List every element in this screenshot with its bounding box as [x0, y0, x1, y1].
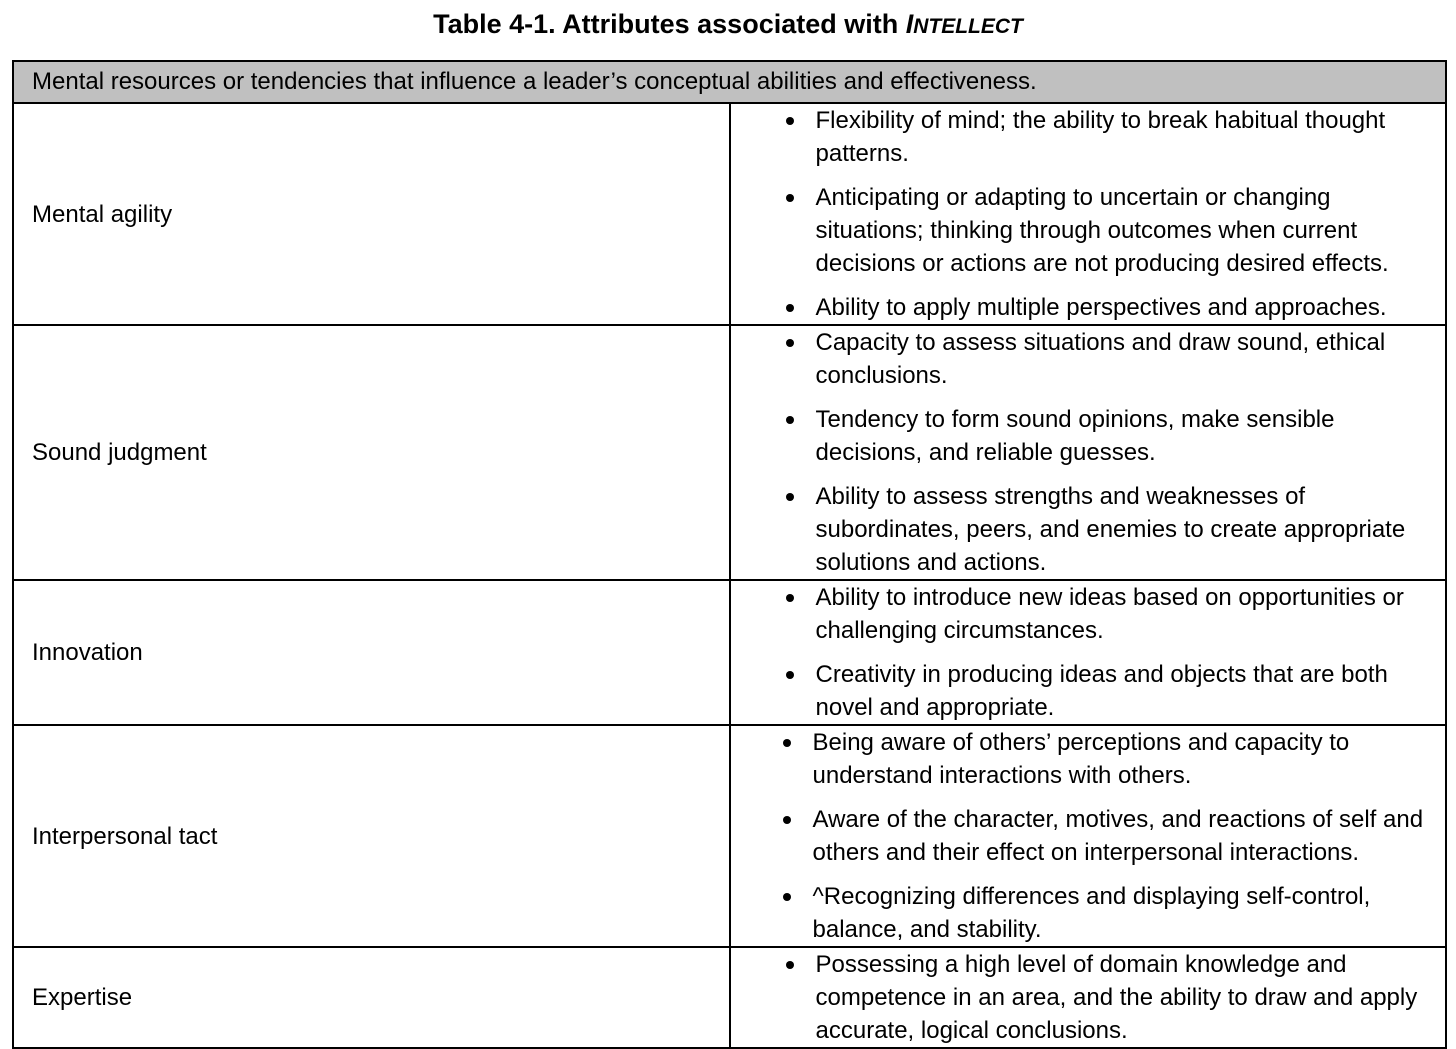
bullet-icon	[783, 816, 791, 824]
bullet-icon	[786, 416, 794, 424]
attribute-description	[730, 325, 1447, 580]
bullet-text: ^Recognizing differences and displaying self-control, balance, and stability.	[812, 883, 1371, 943]
attribute-name: Interpersonal tact	[13, 725, 730, 947]
bullet-item	[731, 291, 1446, 324]
bullet-text: Creativity in producing ideas and objects that are both novel and appropriate.	[815, 661, 1388, 721]
table-title-emphasis-initial: I	[905, 9, 914, 39]
table-row	[13, 580, 1446, 725]
bullet-item	[731, 181, 1446, 280]
attributes-table	[12, 60, 1447, 1049]
bullet-text: Ability to apply multiple perspectives and approaches.	[815, 294, 1387, 321]
bullet-text: Tendency to form sound opinions, make sensible decisions, and reliable guesses.	[815, 406, 1335, 466]
bullet-icon	[786, 339, 794, 347]
bullet-icon	[786, 671, 794, 679]
attribute-description	[730, 947, 1447, 1048]
bullet-text: Aware of the character, motives, and reactions of self and others and their effect on interpersonal interactions.	[812, 806, 1424, 866]
attribute-description	[730, 725, 1447, 947]
bullet-item	[731, 581, 1446, 647]
bullet-item	[731, 803, 1446, 869]
bullet-text: Anticipating or adapting to uncertain or changing situations; thinking through outcomes when current decisions or actions are not producing desired effects.	[815, 184, 1389, 277]
table-row	[13, 325, 1446, 580]
attribute-name: Expertise	[13, 947, 730, 1048]
table-title	[0, 6, 1456, 45]
table-header-cell: Mental resources or tendencies that influence a leader’s conceptual abilities and effectiveness.	[13, 61, 1446, 103]
bullet-list	[731, 948, 1446, 1047]
bullet-icon	[786, 194, 794, 202]
attribute-name: Mental agility	[13, 103, 730, 325]
bullet-icon	[783, 739, 791, 747]
bullet-item	[731, 658, 1446, 724]
table-header-row	[13, 61, 1446, 103]
bullet-text: Flexibility of mind; the ability to break habitual thought patterns.	[815, 107, 1386, 167]
bullet-list	[731, 326, 1446, 579]
bullet-item	[731, 948, 1446, 1047]
bullet-item	[731, 104, 1446, 170]
table-title-prefix: Table 4-1. Attributes associated with	[433, 9, 906, 39]
attribute-name: Innovation	[13, 580, 730, 725]
bullet-list	[731, 104, 1446, 324]
bullet-item	[731, 880, 1446, 946]
bullet-icon	[783, 893, 791, 901]
bullet-text: Ability to assess strengths and weaknesses of subordinates, peers, and enemies to create appropriate solutions and actions.	[815, 483, 1406, 576]
attribute-description	[730, 580, 1447, 725]
bullet-icon	[786, 594, 794, 602]
bullet-item	[731, 726, 1446, 792]
bullet-item	[731, 480, 1446, 579]
bullet-list	[731, 726, 1446, 946]
bullet-text: Capacity to assess situations and draw sound, ethical conclusions.	[815, 329, 1386, 389]
table-title-emphasis	[906, 9, 1023, 39]
bullet-text: Ability to introduce new ideas based on opportunities or challenging circumstances.	[815, 584, 1404, 644]
bullet-icon	[786, 493, 794, 501]
table-title-emphasis-rest: NTELLECT	[913, 15, 1023, 38]
attribute-name: Sound judgment	[13, 325, 730, 580]
bullet-text: Possessing a high level of domain knowledge and competence in an area, and the ability to draw and apply accurate, logical conclusions.	[815, 951, 1418, 1044]
bullet-item	[731, 403, 1446, 469]
bullet-list	[731, 581, 1446, 724]
bullet-icon	[786, 117, 794, 125]
bullet-item	[731, 326, 1446, 392]
attribute-description	[730, 103, 1447, 325]
table-row	[13, 947, 1446, 1048]
table-row	[13, 725, 1446, 947]
bullet-text: Being aware of others’ perceptions and capacity to understand interactions with others.	[812, 729, 1350, 789]
bullet-icon	[786, 961, 794, 969]
table-row	[13, 103, 1446, 325]
bullet-icon	[786, 304, 794, 312]
